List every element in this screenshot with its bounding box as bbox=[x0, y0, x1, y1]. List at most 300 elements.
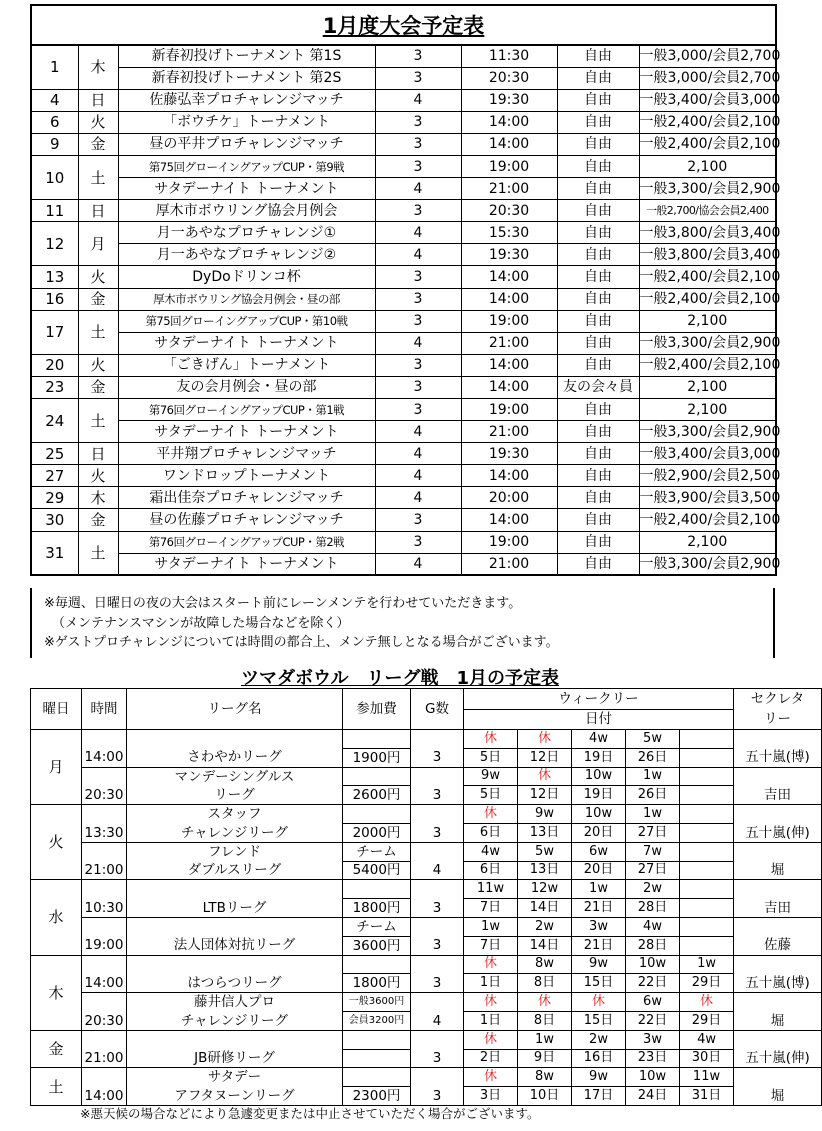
league-time-spacer bbox=[82, 842, 127, 861]
event-entry: 自由 bbox=[557, 200, 639, 222]
event-date: 16 bbox=[31, 288, 78, 310]
event-date: 10 bbox=[31, 155, 78, 199]
header-dow: 曜日 bbox=[31, 689, 82, 730]
event-fee: 2,100 bbox=[639, 155, 776, 177]
event-fee: 一般3,800/会員3,400 bbox=[639, 244, 776, 266]
week-date: 7日 bbox=[464, 899, 518, 918]
event-fee: 2,100 bbox=[639, 310, 776, 332]
week-number: 8w bbox=[518, 1068, 572, 1087]
league-time: 14:00 bbox=[82, 974, 127, 993]
event-fee: 2,100 bbox=[639, 531, 776, 553]
week-off-label: 休 bbox=[680, 993, 734, 1012]
event-games: 3 bbox=[375, 155, 461, 177]
event-time: 21:00 bbox=[461, 421, 557, 443]
event-entry: 自由 bbox=[557, 89, 639, 111]
week-date: 3日 bbox=[464, 1087, 518, 1106]
league-row-top bbox=[31, 880, 822, 899]
schedule-row bbox=[31, 553, 776, 575]
week-off-label: 休 bbox=[464, 1068, 518, 1087]
week-number: 4w bbox=[626, 917, 680, 936]
event-time: 21:00 bbox=[461, 178, 557, 200]
event-entry: 自由 bbox=[557, 45, 639, 67]
header-secretary: セクレタ リー bbox=[734, 689, 822, 730]
league-time-spacer bbox=[82, 805, 127, 824]
week-date bbox=[680, 899, 734, 918]
event-date: 9 bbox=[31, 133, 78, 155]
event-entry: 自由 bbox=[557, 509, 639, 531]
league-fee-line1 bbox=[343, 955, 411, 974]
league-fee-line1 bbox=[343, 1030, 411, 1049]
event-date: 1 bbox=[31, 45, 78, 89]
week-date: 14日 bbox=[518, 936, 572, 955]
league-row-bottom bbox=[31, 899, 822, 918]
week-date: 13日 bbox=[518, 823, 572, 842]
league-row-top bbox=[31, 842, 822, 861]
league-secretary: 五十嵐(博) bbox=[734, 974, 822, 993]
league-fee-line1 bbox=[343, 805, 411, 824]
event-fee: 一般2,400/会員2,100 bbox=[639, 288, 776, 310]
league-time-spacer bbox=[82, 1030, 127, 1049]
event-games: 4 bbox=[375, 222, 461, 244]
week-date bbox=[680, 786, 734, 805]
league-name-line2: チャレンジリーグ bbox=[127, 823, 343, 842]
event-time: 19:30 bbox=[461, 89, 557, 111]
event-date: 25 bbox=[31, 443, 78, 465]
week-date: 21日 bbox=[572, 936, 626, 955]
event-entry: 自由 bbox=[557, 399, 639, 421]
league-time-spacer bbox=[82, 917, 127, 936]
league-fee-line2: 3600円 bbox=[343, 936, 411, 955]
week-date bbox=[680, 748, 734, 767]
league-fee-line2: 5400円 bbox=[343, 861, 411, 880]
week-number: 2w bbox=[626, 880, 680, 899]
event-time: 14:00 bbox=[461, 509, 557, 531]
event-weekday: 金 bbox=[78, 509, 118, 531]
league-fee-line2: 1800円 bbox=[343, 899, 411, 918]
league-fee-line2 bbox=[343, 1049, 411, 1068]
week-date: 27日 bbox=[626, 823, 680, 842]
league-secretary: 佐藤 bbox=[734, 936, 822, 955]
league-secretary-spacer bbox=[734, 917, 822, 936]
league-name-line2: さわやかリーグ bbox=[127, 748, 343, 767]
league-row-bottom bbox=[31, 1011, 822, 1030]
event-entry: 自由 bbox=[557, 465, 639, 487]
league-games: 3 bbox=[411, 786, 464, 805]
league-fee-line2: 2600円 bbox=[343, 786, 411, 805]
league-name-line2: ダブルスリーグ bbox=[127, 861, 343, 880]
league-fee-line1: チーム bbox=[343, 842, 411, 861]
league-secretary: 堀 bbox=[734, 861, 822, 880]
league-secretary-spacer bbox=[734, 1068, 822, 1087]
event-date: 24 bbox=[31, 399, 78, 443]
event-games: 3 bbox=[375, 133, 461, 155]
league-name-line1 bbox=[127, 955, 343, 974]
event-name: 佐藤弘幸プロチャレンジマッチ bbox=[118, 89, 375, 111]
event-date: 31 bbox=[31, 531, 78, 575]
week-off-label: 休 bbox=[464, 730, 518, 749]
league-games-spacer bbox=[411, 767, 464, 786]
week-date: 16日 bbox=[572, 1049, 626, 1068]
league-schedule-table bbox=[30, 688, 822, 1106]
league-row-top bbox=[31, 730, 822, 749]
week-date: 12日 bbox=[518, 786, 572, 805]
event-time: 14:00 bbox=[461, 465, 557, 487]
league-games: 3 bbox=[411, 1087, 464, 1106]
week-date: 23日 bbox=[626, 1049, 680, 1068]
schedule-title: 1月度大会予定表 bbox=[31, 5, 776, 45]
event-fee: 一般3,300/会員2,900 bbox=[639, 553, 776, 575]
league-name-line2: リーグ bbox=[127, 786, 343, 805]
league-time: 10:30 bbox=[82, 899, 127, 918]
week-date: 22日 bbox=[626, 974, 680, 993]
week-number bbox=[680, 805, 734, 824]
event-name: 厚木市ボウリング協会月例会・昼の部 bbox=[118, 288, 375, 310]
league-games: 3 bbox=[411, 936, 464, 955]
event-entry: 自由 bbox=[557, 553, 639, 575]
week-date: 20日 bbox=[572, 861, 626, 880]
league-games-spacer bbox=[411, 1030, 464, 1049]
week-date: 21日 bbox=[572, 899, 626, 918]
event-date: 29 bbox=[31, 487, 78, 509]
event-time: 20:30 bbox=[461, 200, 557, 222]
event-fee: 2,100 bbox=[639, 376, 776, 398]
league-secretary-spacer bbox=[734, 955, 822, 974]
event-name: サタデーナイト トーナメント bbox=[118, 421, 375, 443]
week-date: 6日 bbox=[464, 823, 518, 842]
event-date: 17 bbox=[31, 310, 78, 354]
event-date: 11 bbox=[31, 200, 78, 222]
week-date: 26日 bbox=[626, 748, 680, 767]
week-date: 9日 bbox=[518, 1049, 572, 1068]
league-weekday: 月 bbox=[31, 730, 82, 805]
league-secretary-spacer bbox=[734, 993, 822, 1012]
event-name: DyDoドリンコ杯 bbox=[118, 266, 375, 288]
league-time-spacer bbox=[82, 767, 127, 786]
league-games: 4 bbox=[411, 861, 464, 880]
league-time-spacer bbox=[82, 880, 127, 899]
event-weekday: 火 bbox=[78, 354, 118, 376]
tournament-schedule-table bbox=[30, 4, 781, 576]
event-games: 3 bbox=[375, 45, 461, 67]
event-entry: 自由 bbox=[557, 354, 639, 376]
league-games: 3 bbox=[411, 899, 464, 918]
week-date: 24日 bbox=[626, 1087, 680, 1106]
event-name: 友の会月例会・昼の部 bbox=[118, 376, 375, 398]
event-fee: 一般3,000/会員2,700 bbox=[639, 45, 776, 67]
league-fee-line2: 会員3200円 bbox=[343, 1011, 411, 1030]
week-number: 12w bbox=[518, 880, 572, 899]
event-games: 4 bbox=[375, 465, 461, 487]
event-time: 14:00 bbox=[461, 376, 557, 398]
event-time: 20:30 bbox=[461, 67, 557, 89]
event-games: 4 bbox=[375, 421, 461, 443]
week-number: 1w bbox=[626, 767, 680, 786]
league-name-line2: LTBリーグ bbox=[127, 899, 343, 918]
event-name: 新春初投げトーナメント 第1S bbox=[118, 45, 375, 67]
schedule-row bbox=[31, 443, 776, 465]
event-weekday: 火 bbox=[78, 111, 118, 133]
event-weekday: 日 bbox=[78, 89, 118, 111]
league-fee-line2: 1800円 bbox=[343, 974, 411, 993]
event-fee: 一般3,800/会員3,400 bbox=[639, 222, 776, 244]
league-games-spacer bbox=[411, 730, 464, 749]
event-entry: 自由 bbox=[557, 111, 639, 133]
week-date: 7日 bbox=[464, 936, 518, 955]
event-name: 月一あやなプロチャレンジ② bbox=[118, 244, 375, 266]
week-number: 7w bbox=[626, 842, 680, 861]
schedule-row bbox=[31, 266, 776, 288]
league-row-bottom bbox=[31, 786, 822, 805]
event-name: サタデーナイト トーナメント bbox=[118, 553, 375, 575]
event-games: 3 bbox=[375, 376, 461, 398]
event-games: 4 bbox=[375, 332, 461, 354]
league-row-top bbox=[31, 993, 822, 1012]
league-secretary: 吉田 bbox=[734, 786, 822, 805]
event-fee: 一般2,400/会員2,100 bbox=[639, 111, 776, 133]
week-number bbox=[680, 842, 734, 861]
league-secretary: 五十嵐(伸) bbox=[734, 1049, 822, 1068]
schedule-row bbox=[31, 155, 776, 177]
league-secretary: 堀 bbox=[734, 1087, 822, 1106]
footer-note: ※悪天候の場合などにより急遽変更または中止させていただく場合がございます。 bbox=[80, 1106, 540, 1121]
week-off-label: 休 bbox=[518, 993, 572, 1012]
event-fee: 一般3,300/会員2,900 bbox=[639, 178, 776, 200]
week-number: 1w bbox=[680, 955, 734, 974]
event-games: 3 bbox=[375, 67, 461, 89]
event-name: 「ごきげん」トーナメント bbox=[118, 354, 375, 376]
week-date: 12日 bbox=[518, 748, 572, 767]
league-row-top bbox=[31, 917, 822, 936]
event-name: 第76回グローイングアップCUP・第1戦 bbox=[118, 399, 375, 421]
week-number bbox=[680, 917, 734, 936]
event-games: 3 bbox=[375, 310, 461, 332]
week-number bbox=[680, 880, 734, 899]
note-line: （メンテナンスマシンが故障した場合などを除く） bbox=[52, 615, 350, 631]
league-row-bottom bbox=[31, 1049, 822, 1068]
league-row-bottom bbox=[31, 1087, 822, 1106]
event-fee: 一般2,400/会員2,100 bbox=[639, 133, 776, 155]
event-games: 3 bbox=[375, 288, 461, 310]
week-number: 6w bbox=[626, 993, 680, 1012]
league-time: 14:00 bbox=[82, 1087, 127, 1106]
schedule-row bbox=[31, 244, 776, 266]
schedule-notes bbox=[30, 588, 775, 658]
week-number: 9w bbox=[518, 805, 572, 824]
schedule-row bbox=[31, 310, 776, 332]
event-time: 20:00 bbox=[461, 487, 557, 509]
league-name-line1 bbox=[127, 730, 343, 749]
week-date: 2日 bbox=[464, 1049, 518, 1068]
week-number: 3w bbox=[572, 917, 626, 936]
event-name: サタデーナイト トーナメント bbox=[118, 332, 375, 354]
league-row-bottom bbox=[31, 748, 822, 767]
week-date: 30日 bbox=[680, 1049, 734, 1068]
league-fee-line1 bbox=[343, 730, 411, 749]
league-name-line2: チャレンジリーグ bbox=[127, 1011, 343, 1030]
event-fee: 一般2,400/会員2,100 bbox=[639, 266, 776, 288]
league-fee-line1: チーム bbox=[343, 917, 411, 936]
event-entry: 自由 bbox=[557, 487, 639, 509]
event-name: 「ボウチケ」トーナメント bbox=[118, 111, 375, 133]
event-games: 3 bbox=[375, 111, 461, 133]
league-name-line2: JB研修リーグ bbox=[127, 1049, 343, 1068]
league-name-line2: はつらつリーグ bbox=[127, 974, 343, 993]
event-entry: 自由 bbox=[557, 222, 639, 244]
schedule-row bbox=[31, 354, 776, 376]
week-date: 14日 bbox=[518, 899, 572, 918]
week-date: 17日 bbox=[572, 1087, 626, 1106]
week-number: 1w bbox=[572, 880, 626, 899]
header-league-name: リーグ名 bbox=[127, 689, 343, 730]
schedule-row bbox=[31, 111, 776, 133]
event-name: 平井翔プロチャレンジマッチ bbox=[118, 443, 375, 465]
league-secretary: 堀 bbox=[734, 1011, 822, 1030]
event-entry: 自由 bbox=[557, 421, 639, 443]
schedule-row bbox=[31, 399, 776, 421]
event-games: 3 bbox=[375, 266, 461, 288]
league-row-top bbox=[31, 767, 822, 786]
league-time: 20:30 bbox=[82, 786, 127, 805]
league-games-spacer bbox=[411, 1068, 464, 1087]
week-date: 5日 bbox=[464, 786, 518, 805]
league-name-line1: スタッフ bbox=[127, 805, 343, 824]
league-secretary: 五十嵐(博) bbox=[734, 748, 822, 767]
event-fee: 一般2,400/会員2,100 bbox=[639, 354, 776, 376]
event-games: 3 bbox=[375, 509, 461, 531]
event-games: 4 bbox=[375, 487, 461, 509]
league-games-spacer bbox=[411, 917, 464, 936]
event-date: 27 bbox=[31, 465, 78, 487]
week-number: 11w bbox=[464, 880, 518, 899]
league-title: ツマダボウル リーグ戦 1月の予定表 bbox=[241, 668, 559, 689]
schedule-row bbox=[31, 222, 776, 244]
schedule-row bbox=[31, 487, 776, 509]
event-time: 19:30 bbox=[461, 443, 557, 465]
week-number: 10w bbox=[572, 767, 626, 786]
event-name: 昼の平井プロチャレンジマッチ bbox=[118, 133, 375, 155]
week-date: 8日 bbox=[518, 974, 572, 993]
event-time: 14:00 bbox=[461, 111, 557, 133]
week-off-label: 休 bbox=[572, 993, 626, 1012]
event-fee: 2,100 bbox=[639, 399, 776, 421]
week-date: 5日 bbox=[464, 748, 518, 767]
league-weekday: 木 bbox=[31, 955, 82, 1030]
week-number: 10w bbox=[626, 1068, 680, 1087]
event-time: 15:30 bbox=[461, 222, 557, 244]
league-secretary-spacer bbox=[734, 880, 822, 899]
event-time: 19:00 bbox=[461, 310, 557, 332]
league-weekday: 水 bbox=[31, 880, 82, 955]
event-games: 3 bbox=[375, 399, 461, 421]
schedule-row bbox=[31, 332, 776, 354]
league-name-line1 bbox=[127, 1030, 343, 1049]
league-time-spacer bbox=[82, 1068, 127, 1087]
event-time: 19:00 bbox=[461, 155, 557, 177]
event-weekday: 月 bbox=[78, 222, 118, 266]
event-date: 30 bbox=[31, 509, 78, 531]
week-date: 28日 bbox=[626, 936, 680, 955]
event-date: 6 bbox=[31, 111, 78, 133]
event-entry: 自由 bbox=[557, 155, 639, 177]
week-date bbox=[680, 823, 734, 842]
league-name-line2: アフタヌーンリーグ bbox=[127, 1087, 343, 1106]
league-games-spacer bbox=[411, 805, 464, 824]
league-secretary-spacer bbox=[734, 767, 822, 786]
event-time: 21:00 bbox=[461, 553, 557, 575]
league-games: 3 bbox=[411, 748, 464, 767]
event-games: 3 bbox=[375, 354, 461, 376]
event-games: 4 bbox=[375, 443, 461, 465]
week-number: 8w bbox=[518, 955, 572, 974]
league-fee-line1: 一般3600円 bbox=[343, 993, 411, 1012]
event-name: 月一あやなプロチャレンジ① bbox=[118, 222, 375, 244]
event-weekday: 日 bbox=[78, 200, 118, 222]
event-entry: 自由 bbox=[557, 531, 639, 553]
event-weekday: 日 bbox=[78, 443, 118, 465]
header-weekly: ウィークリー bbox=[464, 689, 734, 710]
event-fee: 一般3,300/会員2,900 bbox=[639, 332, 776, 354]
week-date: 19日 bbox=[572, 786, 626, 805]
week-number: 2w bbox=[518, 917, 572, 936]
event-date: 23 bbox=[31, 376, 78, 398]
event-entry: 自由 bbox=[557, 443, 639, 465]
league-time-spacer bbox=[82, 955, 127, 974]
week-off-label: 休 bbox=[464, 955, 518, 974]
week-number: 4w bbox=[464, 842, 518, 861]
league-games: 3 bbox=[411, 1049, 464, 1068]
week-number: 6w bbox=[572, 842, 626, 861]
week-date: 8日 bbox=[518, 1011, 572, 1030]
week-number: 3w bbox=[626, 1030, 680, 1049]
event-entry: 自由 bbox=[557, 67, 639, 89]
event-games: 3 bbox=[375, 200, 461, 222]
week-number bbox=[680, 767, 734, 786]
event-weekday: 火 bbox=[78, 266, 118, 288]
event-entry: 自由 bbox=[557, 244, 639, 266]
event-name: 第75回グローイングアップCUP・第9戦 bbox=[118, 155, 375, 177]
event-games: 4 bbox=[375, 178, 461, 200]
schedule-row bbox=[31, 200, 776, 222]
week-date: 6日 bbox=[464, 861, 518, 880]
league-name-line1 bbox=[127, 880, 343, 899]
league-time: 21:00 bbox=[82, 1049, 127, 1068]
league-fee-line2: 1900円 bbox=[343, 748, 411, 767]
header-time: 時間 bbox=[82, 689, 127, 730]
league-row-top bbox=[31, 955, 822, 974]
league-fee-line2: 2000円 bbox=[343, 823, 411, 842]
league-games-spacer bbox=[411, 842, 464, 861]
event-time: 19:00 bbox=[461, 399, 557, 421]
league-time: 13:30 bbox=[82, 823, 127, 842]
event-name: 新春初投げトーナメント 第2S bbox=[118, 67, 375, 89]
league-name-line1: サタデー bbox=[127, 1068, 343, 1087]
week-number: 9w bbox=[572, 955, 626, 974]
week-date: 28日 bbox=[626, 899, 680, 918]
league-secretary-spacer bbox=[734, 1030, 822, 1049]
header-games: G数 bbox=[411, 689, 464, 730]
week-number: 5w bbox=[626, 730, 680, 749]
league-games-spacer bbox=[411, 993, 464, 1012]
event-time: 11:30 bbox=[461, 45, 557, 67]
event-games: 4 bbox=[375, 89, 461, 111]
schedule-row bbox=[31, 376, 776, 398]
league-name-line1 bbox=[127, 917, 343, 936]
event-entry: 友の会々員 bbox=[557, 376, 639, 398]
week-number: 1w bbox=[518, 1030, 572, 1049]
league-weekday: 土 bbox=[31, 1068, 82, 1106]
league-games: 3 bbox=[411, 823, 464, 842]
week-date: 27日 bbox=[626, 861, 680, 880]
